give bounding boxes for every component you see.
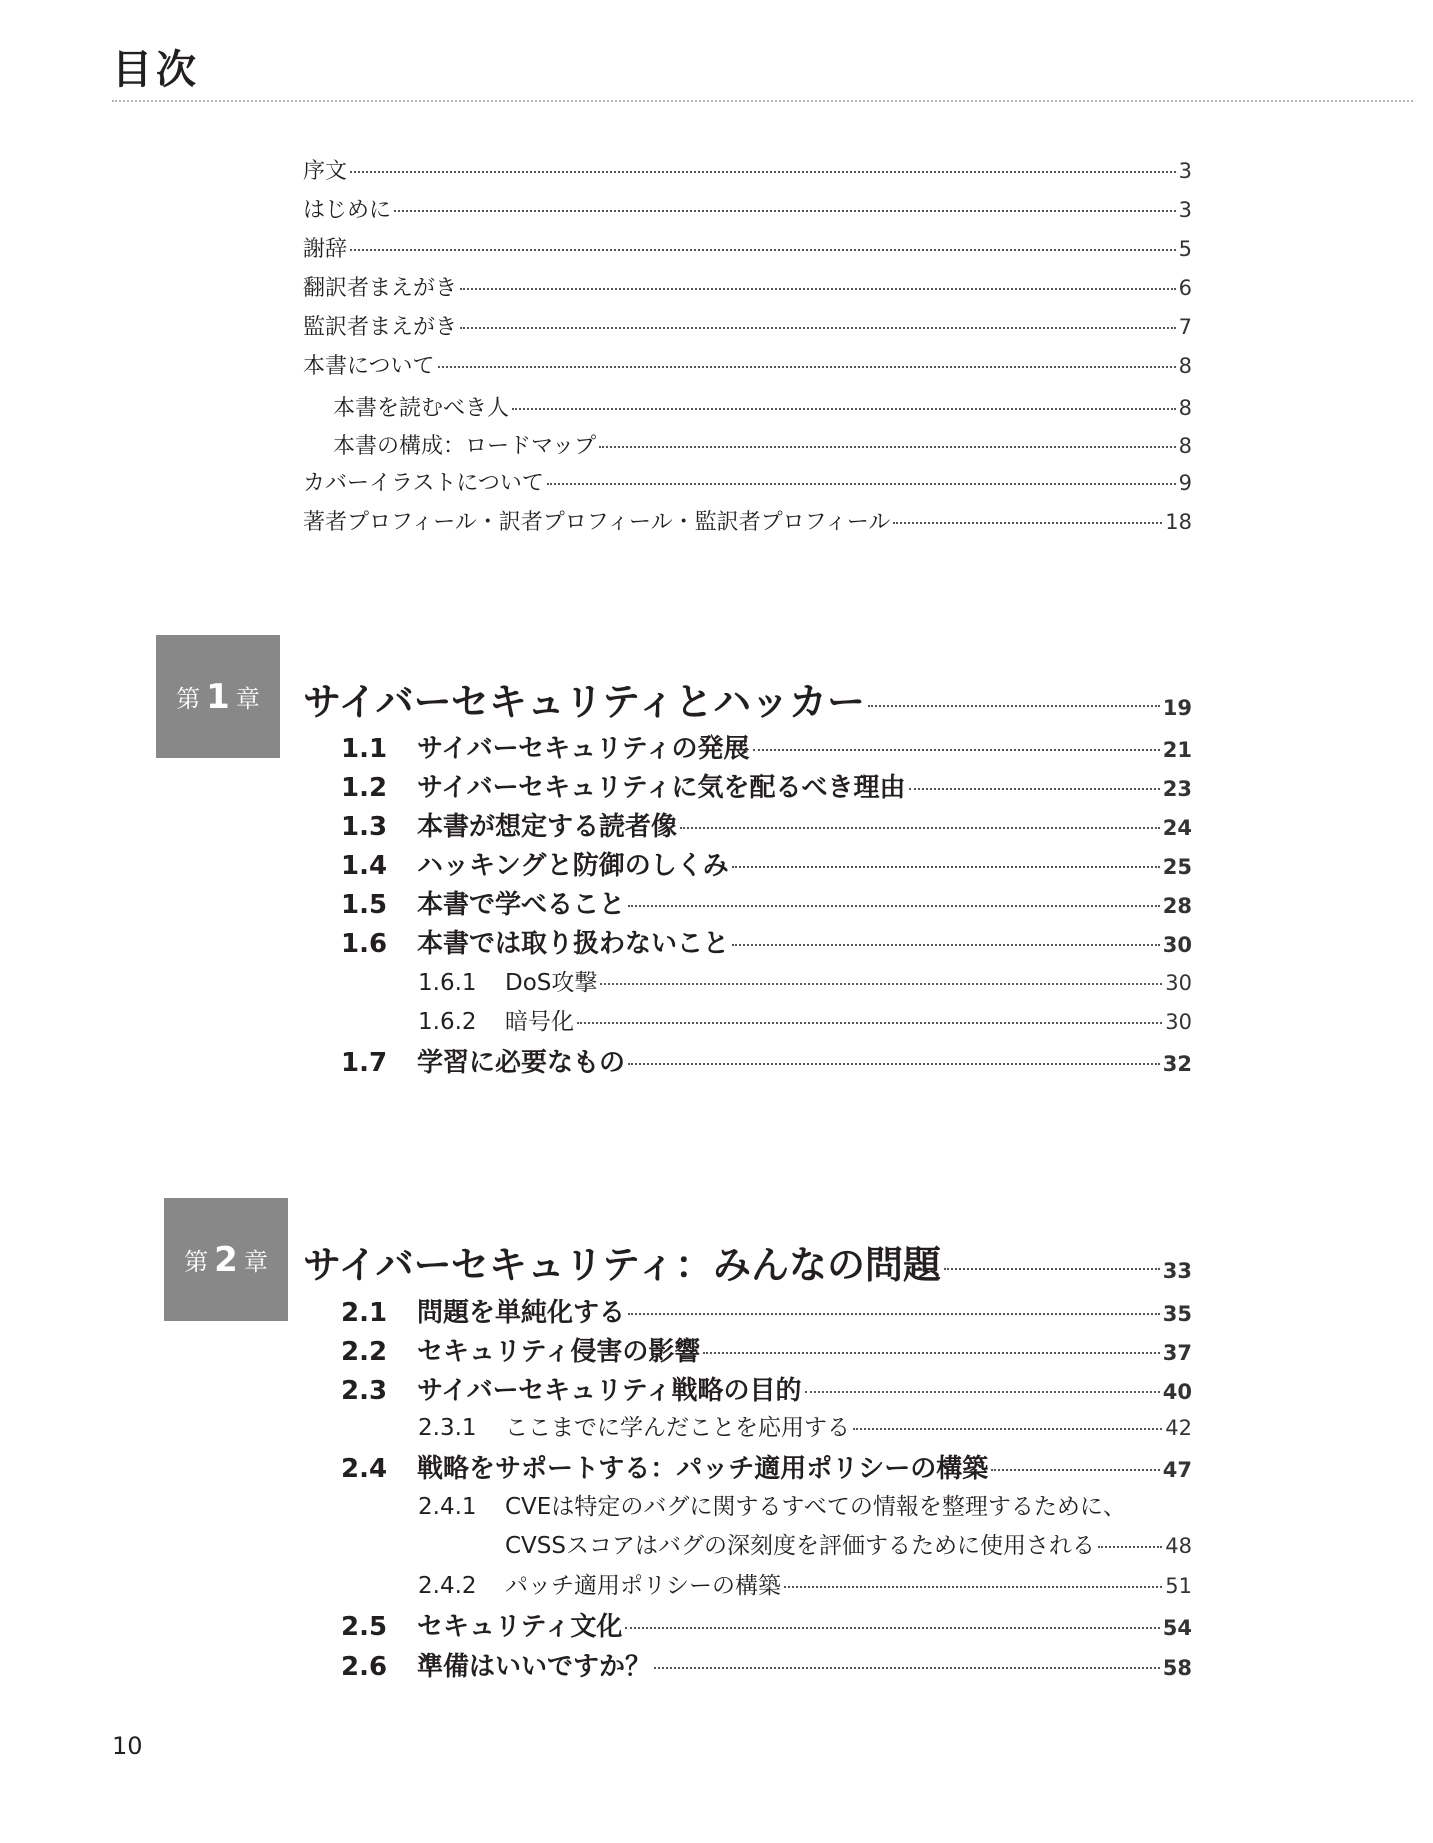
toc-entry[interactable] <box>303 429 1192 460</box>
toc-section[interactable] <box>341 1370 1192 1407</box>
toc-entry-page: 18 <box>1165 510 1192 534</box>
toc-section[interactable] <box>341 1606 1192 1643</box>
chapter-number: 1 <box>206 676 230 717</box>
toc-section[interactable] <box>341 845 1192 882</box>
section-number: 2.6 <box>341 1652 388 1682</box>
leader-dots <box>350 171 1176 173</box>
subsection-label: ここまでに学んだことを応用する <box>505 1415 850 1441</box>
toc-entry[interactable] <box>303 154 1192 185</box>
subsection-label-continued: CVSSスコアはバグの深刻度を評価するために使用される <box>505 1533 1095 1559</box>
toc-entry-label: 謝辞 <box>303 237 348 262</box>
toc-section[interactable] <box>341 1292 1192 1329</box>
section-label: 戦略をサポートする：パッチ適用ポリシーの構築 <box>417 1454 989 1484</box>
chapter-title: サイバーセキュリティとハッカー <box>303 680 866 724</box>
toc-entry-page: 7 <box>1178 315 1192 339</box>
chapter-badge <box>164 1198 288 1321</box>
toc-entry-label: はじめに <box>303 198 392 223</box>
toc-subsection[interactable] <box>418 964 1192 997</box>
leader-dots <box>732 944 1160 946</box>
leader-dots <box>853 1428 1162 1430</box>
toc-entry-page: 8 <box>1178 434 1192 458</box>
section-label: ハッキングと防御のしくみ <box>417 851 729 881</box>
chapter-title-entry[interactable] <box>303 671 1192 726</box>
leader-dots <box>577 1022 1162 1024</box>
section-number: 2.5 <box>341 1612 388 1642</box>
section-number: 1.3 <box>341 812 388 842</box>
toc-entry-page: 21 <box>1162 738 1192 762</box>
toc-section[interactable] <box>341 884 1192 921</box>
toc-entry-page: 40 <box>1162 1380 1192 1404</box>
toc-entry[interactable] <box>303 391 1192 422</box>
subsection-label: パッチ適用ポリシーの構築 <box>505 1573 781 1599</box>
section-label: 準備はいいですか？ <box>417 1652 652 1682</box>
toc-entry-page: 8 <box>1178 396 1192 420</box>
leader-dots <box>703 1352 1159 1354</box>
toc-entry-page: 32 <box>1162 1052 1192 1076</box>
leader-dots <box>350 249 1176 251</box>
toc-section[interactable] <box>341 1448 1192 1485</box>
section-label: 本書が想定する読者像 <box>417 812 678 842</box>
toc-entry-label: 本書の構成：ロードマップ <box>333 434 597 459</box>
leader-dots <box>909 788 1160 790</box>
toc-subsection[interactable] <box>418 1567 1192 1600</box>
toc-entry[interactable] <box>303 193 1192 224</box>
toc-entry[interactable] <box>303 271 1192 302</box>
toc-subsection[interactable] <box>418 1003 1192 1036</box>
subsection-label: 暗号化 <box>505 1009 574 1035</box>
chapter-prefix: 第 <box>176 685 201 713</box>
toc-section[interactable] <box>341 1646 1192 1683</box>
toc-subsection[interactable] <box>418 1488 1192 1521</box>
leader-dots <box>732 866 1160 868</box>
section-label: サイバーセキュリティの発展 <box>417 734 750 764</box>
leader-dots <box>654 1667 1160 1669</box>
leader-dots <box>438 366 1176 368</box>
section-number: 2.1 <box>341 1298 388 1328</box>
section-number: 1.5 <box>341 890 388 920</box>
toc-entry-page: 33 <box>1162 1259 1192 1283</box>
leader-dots <box>547 483 1176 485</box>
toc-section[interactable] <box>341 1331 1192 1368</box>
toc-entry-page: 35 <box>1162 1302 1192 1326</box>
subsection-number: 2.3.1 <box>418 1415 477 1441</box>
toc-entry-page: 6 <box>1178 276 1192 300</box>
toc-entry-page: 54 <box>1162 1616 1192 1640</box>
chapter-title-entry[interactable] <box>303 1234 1192 1289</box>
toc-entry-page: 47 <box>1162 1458 1192 1482</box>
leader-dots <box>625 1627 1159 1629</box>
leader-dots <box>628 1313 1160 1315</box>
chapter-suffix: 章 <box>243 1248 268 1276</box>
section-number: 1.2 <box>341 773 388 803</box>
toc-entry-page: 28 <box>1162 894 1192 918</box>
section-label: 本書で学べること <box>417 890 626 920</box>
subsection-number: 2.4.1 <box>418 1494 477 1520</box>
leader-dots <box>460 327 1176 329</box>
toc-entry-label: 序文 <box>303 159 348 184</box>
toc-entry-page: 9 <box>1178 471 1192 495</box>
section-label: サイバーセキュリティ戦略の目的 <box>417 1376 802 1406</box>
toc-entry-page: 25 <box>1162 855 1192 879</box>
toc-entry[interactable] <box>303 349 1192 380</box>
toc-entry-page: 30 <box>1165 971 1192 995</box>
toc-entry-page: 8 <box>1178 354 1192 378</box>
chapter-title: サイバーセキュリティ：みんなの問題 <box>303 1243 942 1287</box>
toc-section[interactable] <box>341 1042 1192 1079</box>
toc-entry-page: 3 <box>1178 198 1192 222</box>
section-number: 1.4 <box>341 851 388 881</box>
chapter-prefix: 第 <box>184 1248 209 1276</box>
toc-subsection-continued[interactable] <box>505 1527 1192 1560</box>
section-label: セキュリティ侵害の影響 <box>417 1337 701 1367</box>
leader-dots <box>628 1063 1160 1065</box>
toc-section[interactable] <box>341 806 1192 843</box>
toc-subsection[interactable] <box>418 1409 1192 1442</box>
toc-entry-page: 51 <box>1165 1574 1192 1598</box>
subsection-number: 1.6.2 <box>418 1009 477 1035</box>
toc-entry-page: 24 <box>1162 816 1192 840</box>
toc-entry-label: 監訳者まえがき <box>303 315 458 340</box>
toc-entry-page: 42 <box>1165 1416 1192 1440</box>
toc-entry[interactable] <box>303 310 1192 341</box>
toc-entry-label: 著者プロフィール・訳者プロフィール・監訳者プロフィール <box>303 510 891 535</box>
leader-dots <box>628 905 1160 907</box>
toc-entry[interactable] <box>303 466 1192 497</box>
toc-entry-label: 翻訳者まえがき <box>303 276 458 301</box>
section-number: 2.3 <box>341 1376 388 1406</box>
page-title: 目次 <box>112 47 200 93</box>
toc-entry-label: 本書を読むべき人 <box>333 396 510 421</box>
leader-dots <box>893 522 1162 524</box>
section-label: セキュリティ文化 <box>417 1612 623 1642</box>
leader-dots <box>805 1391 1160 1393</box>
leader-dots <box>753 749 1160 751</box>
section-number: 1.7 <box>341 1048 388 1078</box>
section-number: 1.1 <box>341 734 388 764</box>
toc-entry[interactable] <box>303 232 1192 263</box>
toc-entry-page: 58 <box>1162 1656 1192 1680</box>
toc-section[interactable] <box>341 767 1192 804</box>
subsection-number: 1.6.1 <box>418 970 477 996</box>
leader-dots <box>991 1469 1160 1471</box>
leader-dots <box>460 288 1176 290</box>
chapter-suffix: 章 <box>235 685 260 713</box>
section-label: 問題を単純化する <box>417 1298 626 1328</box>
chapter-badge <box>156 635 280 758</box>
subsection-label: DoS攻撃 <box>505 970 598 996</box>
toc-entry-page: 37 <box>1162 1341 1192 1365</box>
section-label: サイバーセキュリティに気を配るべき理由 <box>417 773 906 803</box>
toc-entry-page: 5 <box>1178 237 1192 261</box>
toc-entry-page: 30 <box>1165 1010 1192 1034</box>
page-number: 10 <box>112 1732 143 1760</box>
leader-dots <box>600 983 1162 985</box>
toc-entry-page: 23 <box>1162 777 1192 801</box>
leader-dots <box>944 1268 1160 1270</box>
toc-entry-page: 3 <box>1178 159 1192 183</box>
leader-dots <box>868 705 1160 707</box>
section-number: 1.6 <box>341 929 388 959</box>
leader-dots <box>680 827 1160 829</box>
chapter-number: 2 <box>214 1239 238 1280</box>
leader-dots <box>394 210 1176 212</box>
leader-dots <box>599 446 1176 448</box>
section-label: 本書では取り扱わないこと <box>417 929 730 959</box>
section-number: 2.4 <box>341 1454 388 1484</box>
leader-dots <box>784 1586 1162 1588</box>
toc-entry-page: 30 <box>1162 933 1192 957</box>
leader-dots <box>1098 1546 1162 1548</box>
toc-entry[interactable] <box>303 505 1192 536</box>
toc-section[interactable] <box>341 923 1192 960</box>
subsection-label: CVEは特定のバグに関するすべての情報を整理するために、 <box>505 1494 1126 1520</box>
toc-entry-label: 本書について <box>303 354 435 379</box>
section-number: 2.2 <box>341 1337 388 1367</box>
section-label: 学習に必要なもの <box>417 1048 626 1078</box>
toc-entry-page: 48 <box>1165 1534 1192 1558</box>
toc-section[interactable] <box>341 728 1192 765</box>
title-divider <box>112 100 1413 102</box>
leader-dots <box>512 408 1176 410</box>
toc-entry-label: カバーイラストについて <box>303 471 544 496</box>
subsection-number: 2.4.2 <box>418 1573 477 1599</box>
toc-entry-page: 19 <box>1162 696 1192 720</box>
